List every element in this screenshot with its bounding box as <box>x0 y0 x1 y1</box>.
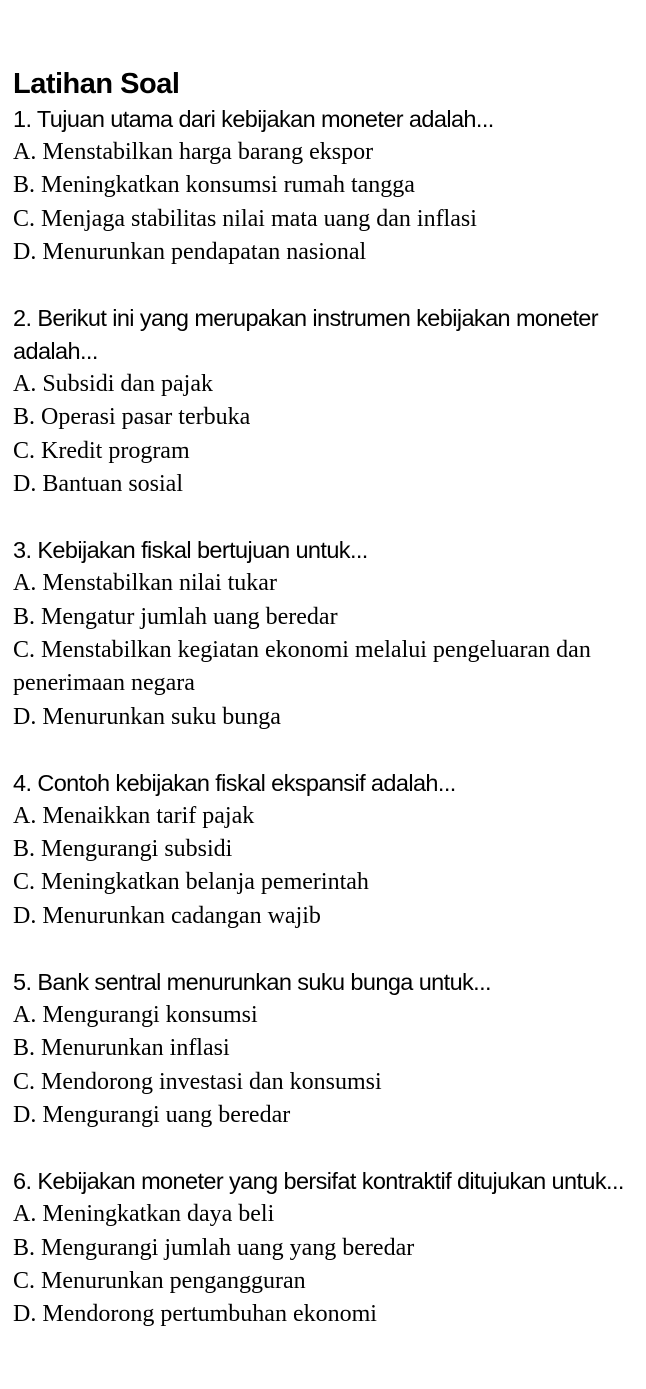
option-b: B. Menurunkan inflasi <box>13 1035 230 1062</box>
document-page <box>13 66 638 1331</box>
option-b: B. Mengatur jumlah uang beredar <box>13 603 338 630</box>
question-text: 2. Berikut ini yang merupakan instrumen kebijakan moneter adalah... <box>13 305 598 365</box>
option-d: D. Bantuan sosial <box>13 471 183 498</box>
option-b: B. Operasi pasar terbuka <box>13 404 251 431</box>
option-d: D. Mendorong pertumbuhan ekonomi <box>13 1301 377 1328</box>
option-d: D. Menurunkan suku bunga <box>13 703 281 730</box>
option-b: B. Meningkatkan konsumsi rumah tangga <box>13 172 415 199</box>
option-b: B. Mengurangi subsidi <box>13 836 233 863</box>
option-d: D. Mengurangi uang beredar <box>13 1101 291 1128</box>
option-a: A. Menstabilkan nilai tukar <box>13 570 277 597</box>
option-a: A. Menstabilkan harga barang ekspor <box>13 139 374 165</box>
option-a: A. Meningkatkan daya beli <box>13 1201 275 1228</box>
option-d: D. Menurunkan cadangan wajib <box>13 902 321 929</box>
question-5 <box>13 966 638 1132</box>
question-3 <box>13 534 638 733</box>
option-c: C. Menjaga stabilitas nilai mata uang dan inflasi <box>13 205 477 232</box>
option-b: B. Mengurangi jumlah uang yang beredar <box>13 1234 415 1261</box>
option-c: C. Meningkatkan belanja pemerintah <box>13 869 369 896</box>
question-text: 3. Kebijakan fiskal bertujuan untuk... <box>13 537 368 564</box>
option-a: A. Menaikkan tarif pajak <box>13 802 255 829</box>
option-c: C. Menurunkan pengangguran <box>13 1267 306 1294</box>
option-d: D. Menurunkan pendapatan nasional <box>13 238 367 265</box>
question-4 <box>13 767 638 933</box>
question-1 <box>13 103 638 269</box>
option-c: C. Mendorong investasi dan konsumsi <box>13 1068 382 1095</box>
question-2 <box>13 302 638 501</box>
question-6 <box>13 1165 638 1331</box>
option-a: A. Mengurangi konsumsi <box>13 1002 258 1029</box>
question-text: 5. Bank sentral menurunkan suku bunga untuk... <box>13 969 491 996</box>
document-title: Latihan Soal <box>13 68 180 100</box>
option-a: A. Subsidi dan pajak <box>13 371 213 398</box>
question-text: 6. Kebijakan moneter yang bersifat kontraktif ditujukan untuk... <box>13 1168 624 1195</box>
question-text: 4. Contoh kebijakan fiskal ekspansif adalah... <box>13 769 456 796</box>
option-c: C. Kredit program <box>13 437 190 464</box>
option-c: C. Menstabilkan kegiatan ekonomi melalui pengeluaran dan penerimaan negara <box>13 636 591 697</box>
question-text: 1. Tujuan utama dari kebijakan moneter adalah... <box>13 106 494 132</box>
